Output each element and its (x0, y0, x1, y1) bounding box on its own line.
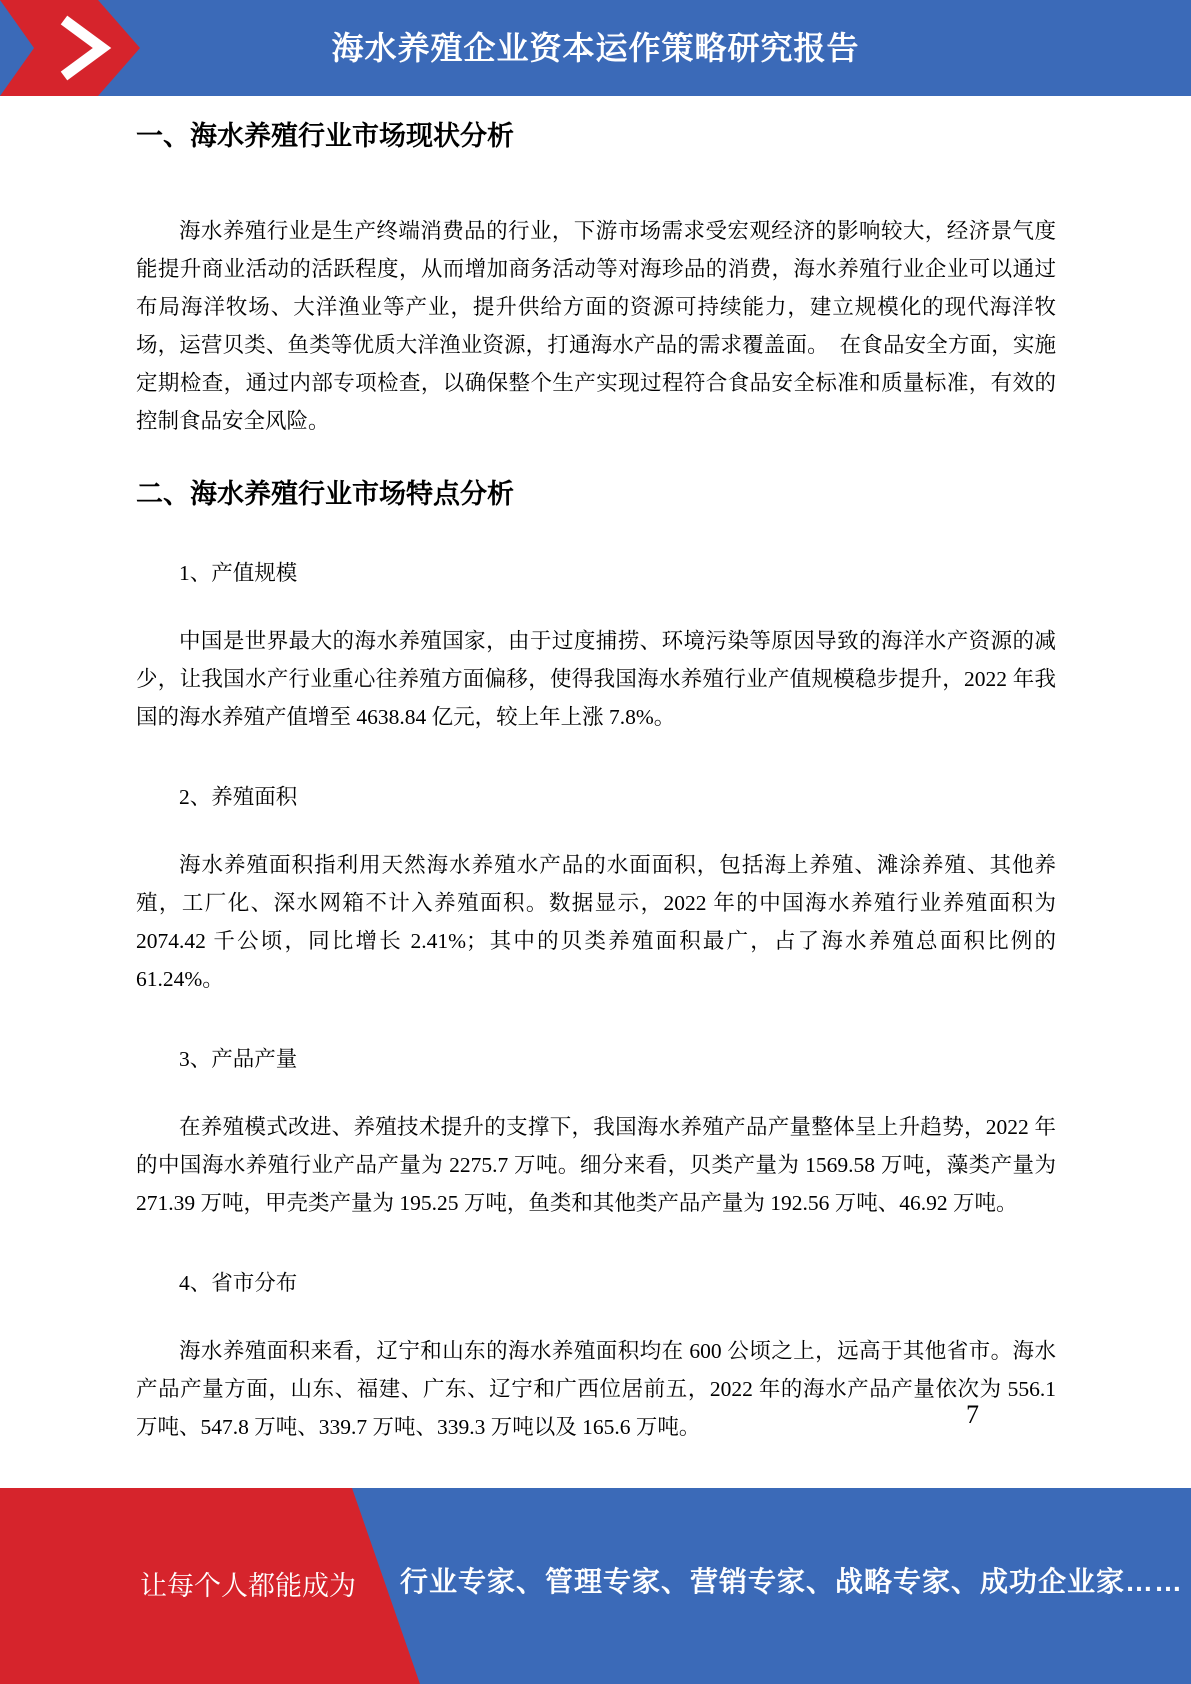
report-title: 海水养殖企业资本运作策略研究报告 (331, 30, 860, 66)
subsection-title-farming-area: 2、养殖面积 (179, 785, 298, 809)
page-header (0, 0, 1191, 96)
paragraph-farming-area: 海水养殖面积指利用天然海水养殖水产品的水面面积，包括海上养殖、滩涂养殖、其他养殖，工厂化、深水网箱不计入养殖面积。数据显示，2022 年的中国海水养殖行业养殖面积为 2074.42 千公顷，同比增长 2.41%；其中的贝类养殖面积最广，占了海水养殖总面积比例的 61.24%。 (136, 853, 1056, 991)
footer-slogan-left: 让每个人都能成为 (140, 1571, 356, 1601)
section-heading-market-status: 一、海水养殖行业市场现状分析 (136, 121, 514, 151)
paragraph-province-distribution: 海水养殖面积来看，辽宁和山东的海水养殖面积均在 600 公顷之上，远高于其他省市。海水产品产量方面，山东、福建、广东、辽宁和广西位居前五，2022 年的海水产品产量依次为 556.1 万吨、547.8 万吨、339.7 万吨、339.3 万吨以及 165.6 万吨。 (136, 1339, 1056, 1439)
paragraph-output-value: 中国是世界最大的海水养殖国家，由于过度捕捞、环境污染等原因导致的海洋水产资源的减少，让我国水产行业重心往养殖方面偏移，使得我国海水养殖行业产值规模稳步提升，2022 年我国的海水养殖产值增至 4638.84 亿元，较上年上涨 7.8%。 (136, 629, 1056, 729)
page-number: 7 (966, 1400, 979, 1429)
subsection-title-output-value: 1、产值规模 (179, 561, 298, 585)
footer-slogan-right: 行业专家、管理专家、营销专家、战略专家、成功企业家…… (400, 1566, 1184, 1597)
paragraph-product-output: 在养殖模式改进、养殖技术提升的支撑下，我国海水养殖产品产量整体呈上升趋势，2022 年的中国海水养殖行业产品产量为 2275.7 万吨。细分来看，贝类产量为 1569.58 万吨，藻类产量为 271.39 万吨，甲壳类产量为 195.25 万吨，鱼类和其他类产品产量为 192.56 万吨、46.92 万吨。 (136, 1115, 1056, 1215)
page-footer (0, 1488, 1191, 1684)
paragraph-market-status: 海水养殖行业是生产终端消费品的行业，下游市场需求受宏观经济的影响较大，经济景气度能提升商业活动的活跃程度，从而增加商务活动等对海珍品的消费，海水养殖行业企业可以通过布局海洋牧场、大洋渔业等产业，提升供给方面的资源可持续能力，建立规模化的现代海洋牧场，运营贝类、鱼类等优质大洋渔业资源，打通海水产品的需求覆盖面。 在食品安全方面，实施定期检查，通过内部专项检查，以确保整个生产实现过程符合食品安全标准和质量标准，有效的控制食品安全风险。 (136, 219, 1056, 433)
subsection-title-province-distribution: 4、省市分布 (179, 1271, 298, 1295)
subsection-title-product-output: 3、产品产量 (179, 1047, 298, 1071)
section-heading-market-features: 二、海水养殖行业市场特点分析 (136, 479, 514, 509)
document-body (136, 96, 1056, 1446)
